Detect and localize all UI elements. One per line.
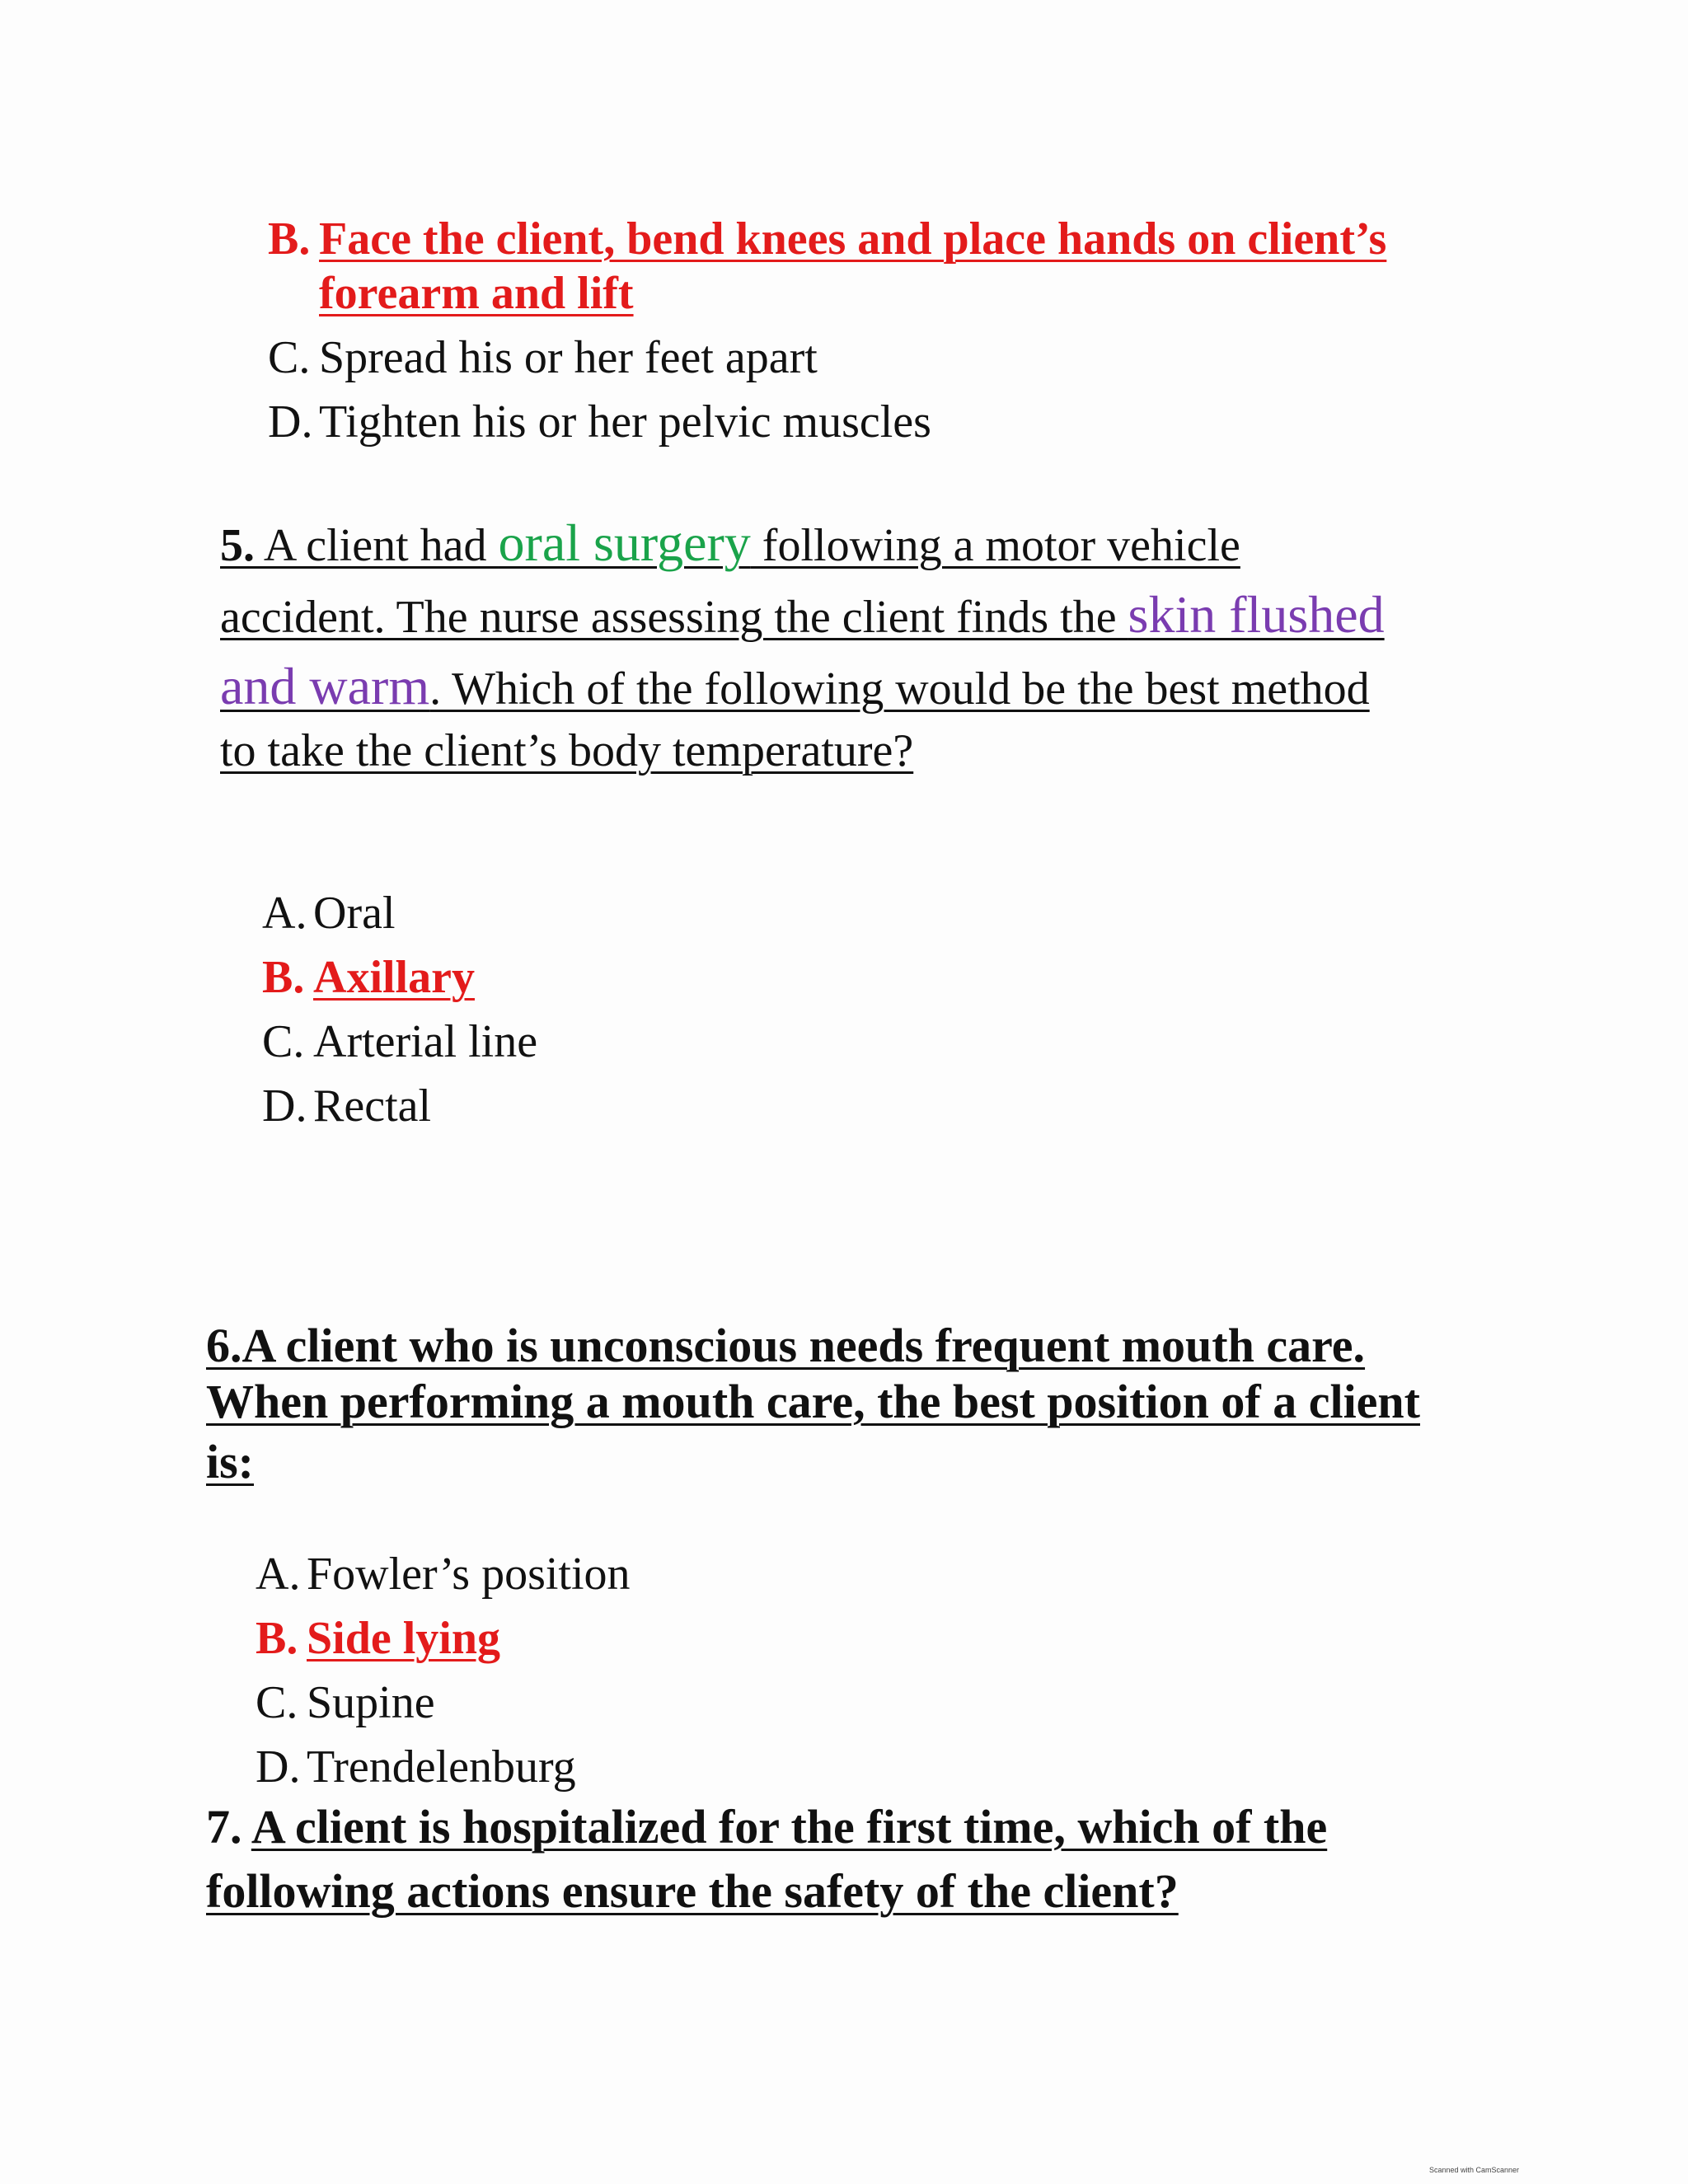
q4-option-c <box>268 332 818 383</box>
option-letter: D. <box>262 1080 307 1132</box>
q4-option-b <box>268 213 1387 265</box>
option-text: Rectal <box>313 1080 432 1132</box>
question-text: to take the client’s body temperature? <box>220 725 914 776</box>
option-text: Oral <box>313 888 396 939</box>
option-letter: B. <box>256 1613 298 1664</box>
option-letter: C. <box>268 332 311 383</box>
q5-option-c <box>262 1016 538 1067</box>
option-text: Axillary <box>313 952 475 1003</box>
option-text: Tighten his or her pelvic muscles <box>319 396 931 448</box>
question-text: A client had <box>255 520 499 571</box>
question-text: A client is hospitalized for the first time, which of the <box>251 1800 1328 1854</box>
q5-line-4 <box>220 725 914 776</box>
q5-line-1 <box>220 513 1240 572</box>
q5-line-2 <box>220 585 1385 644</box>
q6-option-b <box>256 1613 500 1664</box>
highlight-purple: and warm <box>220 657 430 715</box>
option-text: Trendelenburg <box>307 1741 576 1793</box>
option-text: Side lying <box>307 1613 500 1664</box>
q6-line-1 <box>206 1319 1366 1372</box>
option-letter: C. <box>262 1016 305 1067</box>
q6-line-3 <box>206 1435 254 1488</box>
option-text: Supine <box>307 1677 435 1728</box>
q4-option-d <box>268 396 931 448</box>
q6-option-c <box>256 1677 435 1728</box>
q4-option-b-cont <box>319 268 634 319</box>
question-text: accident. The nurse assessing the client finds the <box>220 592 1128 643</box>
highlight-purple: skin flushed <box>1128 585 1385 644</box>
q5-line-3 <box>220 657 1370 715</box>
q6-line-2 <box>206 1375 1420 1428</box>
option-letter: B. <box>268 213 311 265</box>
option-letter: D. <box>268 396 313 448</box>
question-text: 6.A client who is unconscious needs frequent mouth care. <box>206 1319 1366 1372</box>
q5-option-d <box>262 1080 432 1132</box>
option-text: Fowler’s position <box>307 1549 631 1600</box>
highlight-green: oral surgery <box>498 513 751 572</box>
option-letter: A. <box>256 1549 301 1600</box>
option-text: Spread his or her feet apart <box>319 332 818 383</box>
scanner-watermark: Scanned with CamScanner <box>1428 2166 1519 2174</box>
q5-option-b <box>262 954 475 1001</box>
question-text: following actions ensure the safety of the client? <box>206 1864 1179 1918</box>
q6-option-d <box>256 1741 576 1793</box>
option-text: forearm and lift <box>319 268 634 319</box>
q5-option-a <box>262 888 396 939</box>
option-letter: A. <box>262 888 307 939</box>
question-text: following a motor vehicle <box>750 520 1240 571</box>
option-letter: B. <box>262 952 305 1003</box>
question-number: 5. <box>220 520 255 571</box>
question-text: When performing a mouth care, the best position of a client <box>206 1375 1420 1428</box>
question-text: is: <box>206 1435 254 1488</box>
option-letter: C. <box>256 1677 298 1728</box>
option-text: Arterial line <box>313 1016 538 1067</box>
q7-line-2 <box>206 1864 1179 1918</box>
option-letter: D. <box>256 1741 301 1793</box>
q7-line-1 <box>206 1800 1328 1854</box>
question-number: 7. <box>206 1800 251 1854</box>
q6-option-a <box>256 1549 631 1600</box>
option-text: Face the client, bend knees and place hands on client’s <box>319 213 1387 265</box>
question-text: . Which of the following would be the best method <box>429 663 1370 715</box>
